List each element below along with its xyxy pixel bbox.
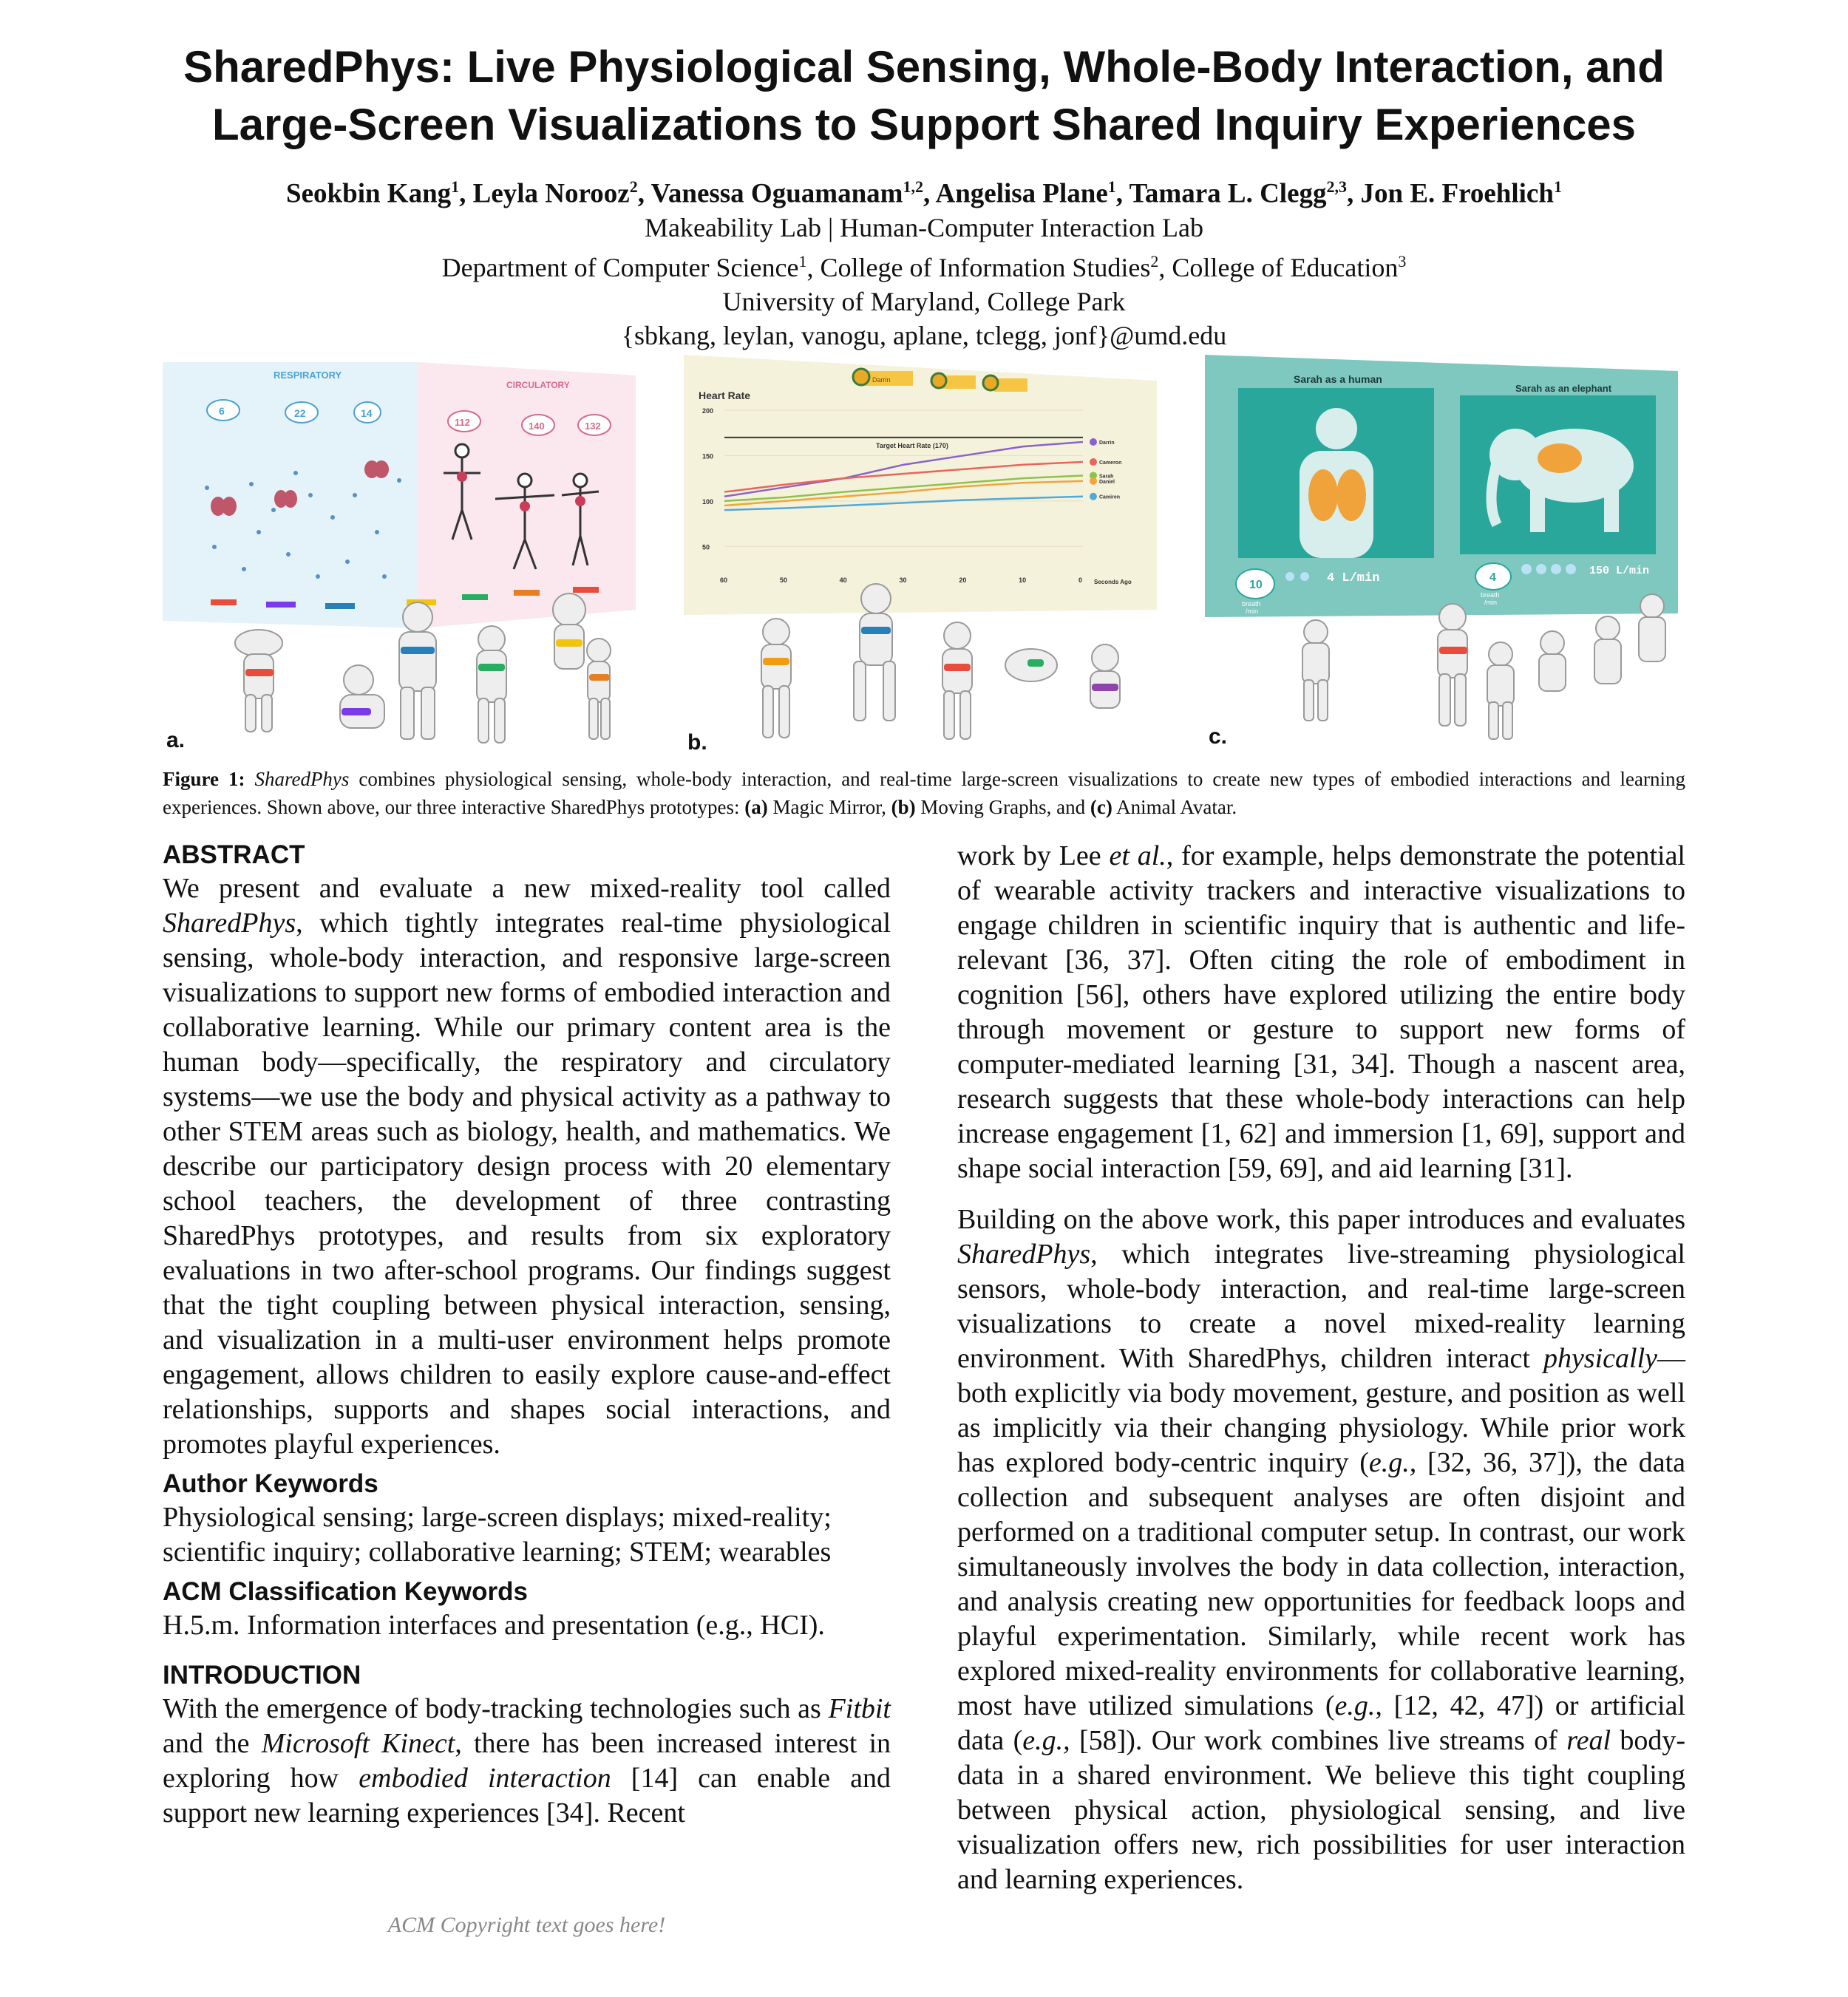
- abstract-text-part: , which tightly integrates real-time physiological sensing, whole-body interaction, and responsive large-screen visualizations to support new forms of embodied interaction and collaborative learning. While our primary content area is the human body—specifically, the respiratory and circulatory systems—we use the body and physical activity as a pathway to other STEM areas such as biology, health, and mathematics. We describe our participatory design process with 20 elementary school teachers, the development of three contrasting SharedPhys prototypes, and results from six exploratory evaluations in two after-school programs. Our findings suggest that the tight coupling between physical interaction, sensing, and visualization in a multi-user environment helps promote engagement, allows children to easily explore cause-and-effect relationships, supports and shapes social interactions, and promotes playful experiences.: [163, 908, 891, 1460]
- text-italic: e.g.,: [1022, 1725, 1070, 1756]
- caption-marker: (b): [891, 796, 916, 818]
- human-title: Sarah as a human: [1294, 373, 1382, 385]
- series-label: Sarah: [1099, 474, 1114, 480]
- figure-1: [163, 355, 1685, 754]
- author-name: Tamara L. Clegg: [1129, 178, 1327, 209]
- elephant-breath-rate: 4: [1489, 571, 1496, 584]
- introduction-text: [163, 1692, 891, 1831]
- figure-panel-a: [163, 355, 650, 754]
- x-tick-label: 0: [1078, 576, 1083, 584]
- abstract-heading: ABSTRACT: [163, 840, 305, 869]
- respiratory-title: RESPIRATORY: [274, 370, 342, 381]
- intro-text-part: , there has been increased interest in exploring how: [163, 1728, 891, 1794]
- graph-screen: [684, 355, 1157, 615]
- intro-text-part: [14] can enable and support new learning experiences [34]. Recent: [163, 1763, 891, 1828]
- author-aff: 1: [1553, 177, 1562, 196]
- text-italic: et al.: [1109, 840, 1166, 871]
- human-volume: 4 L/min: [1327, 571, 1380, 585]
- copyright-placeholder: ACM Copyright text goes here!: [387, 1913, 666, 1937]
- x-tick-label: 40: [839, 576, 847, 584]
- animal-avatar-illustration: [1205, 355, 1685, 754]
- caption-label: Figure 1:: [163, 768, 245, 790]
- series-label: Camiren: [1099, 494, 1121, 500]
- x-tick-label: 50: [779, 576, 787, 584]
- right-column: [957, 839, 1685, 1897]
- author-list: Seokbin Kang$^1$, Leyla Norooz$^2$, Vanessa Oguamanam$^{1,2}$, Angelisa Plane$^1$, Tamara L. Clegg$^{2,3}$, Jon E. Froehlich$^1$: [286, 177, 1562, 209]
- elephant-volume: 150 L/min: [1589, 565, 1650, 577]
- caption-marker: (c): [1090, 796, 1112, 818]
- intro-continued-paragraph: [957, 839, 1685, 1186]
- dept-edu: College of Education: [1172, 253, 1399, 283]
- children-silhouettes: [1302, 594, 1665, 739]
- series-label: Cameron: [1099, 460, 1122, 466]
- series-label: Darrin: [1099, 440, 1115, 446]
- author-aff: 1: [1107, 177, 1116, 196]
- panel-b-label: b.: [687, 730, 707, 755]
- author-name: Jon E. Froehlich: [1360, 178, 1554, 209]
- text-italic: SharedPhys: [957, 1239, 1091, 1270]
- breath-value: 14: [361, 407, 373, 419]
- breath-value: 22: [294, 407, 306, 419]
- text-italic: physically: [1543, 1343, 1657, 1374]
- figure-caption: [163, 765, 1685, 821]
- dept-cs: Department of Computer Science: [441, 253, 799, 283]
- y-tick-label: 150: [702, 452, 714, 460]
- text-part: [32, 36, 37]), the data collection and subsequent analyses are often disjoint and performed on a traditional computer setup. In contrast, our work simultaneously involves the body in data collection, interaction, and analysis creating new opportunities for feedback loops and playful experimentation. Similarly, while recent work has explored mixed-reality environments for collaborative learning, most have utilized simulations (: [957, 1447, 1685, 1721]
- intro-fitbit: Fitbit: [828, 1693, 891, 1724]
- panel-c-label: c.: [1209, 724, 1228, 749]
- caption-marker: (a): [744, 796, 768, 818]
- text-part: [12, 42, 47]) or artificial data (: [957, 1690, 1686, 1756]
- intro-text-part: With the emergence of body-tracking technologies such as: [163, 1693, 829, 1724]
- intro-kinect: Microsoft Kinect: [261, 1728, 455, 1759]
- caption-text: Moving Graphs, and: [915, 796, 1090, 818]
- text-part: work by Lee: [957, 840, 1110, 871]
- heart-value: 132: [585, 421, 601, 432]
- y-tick-label: 50: [702, 543, 710, 551]
- lab-name: Makeability Lab | Human-Computer Interaction Lab: [645, 213, 1203, 243]
- text-part: body-data in a shared environment. We believe this tight coupling between physical action, physiological sensing, and live visualization offers new, rich possibilities for user interaction and learning experiences.: [957, 1725, 1685, 1895]
- text-part: , for example, helps demonstrate the potential of wearable activity trackers and interactive visualizations to engage children in scientific inquiry that is authentic and life-relevant [36, 37]. Often citing the role of embodiment in cognition [56], others have explored utilizing the entire body through movement or gesture to support new forms of computer-mediated learning [31, 34]. Though a nascent area, research suggests that these whole-body interactions can help increase engagement [1, 62] and immersion [1, 69], support and shape social interaction [59, 69], and aid learning [31].: [957, 840, 1685, 1184]
- author-block: [111, 170, 1737, 353]
- panel-a-label: a.: [166, 728, 186, 752]
- text-part: [58]). Our work combines live streams of: [1070, 1725, 1567, 1756]
- series-avatar: [1090, 477, 1097, 485]
- heart-value: 140: [529, 421, 545, 432]
- sensor-band: [1439, 647, 1467, 654]
- breath-unit: breath: [1481, 591, 1500, 599]
- acm-keywords-text: H.5.m. Information interfaces and presentation (e.g., HCI).: [163, 1610, 825, 1641]
- author-name: Seokbin Kang: [286, 178, 452, 209]
- acm-keywords-heading: ACM Classification Keywords: [163, 1577, 528, 1606]
- dept-info: College of Information Studies: [820, 253, 1151, 283]
- x-tick-label: 60: [720, 576, 728, 584]
- human-breath-rate: 10: [1249, 579, 1263, 591]
- chart-title: Heart Rate: [699, 389, 751, 401]
- left-column: [163, 839, 891, 1831]
- x-axis-label: Seconds Ago: [1094, 579, 1132, 585]
- moving-graphs-illustration: [684, 355, 1172, 754]
- author-name: Angelisa Plane: [935, 178, 1108, 209]
- text-part: Building on the above work, this paper introduces and evaluates: [957, 1204, 1685, 1235]
- series-avatar: [1090, 493, 1097, 500]
- intro-text-part: and the: [163, 1728, 262, 1759]
- author-name: Vanessa Oguamanam: [650, 178, 903, 209]
- breath-unit: breath: [1242, 600, 1261, 608]
- intro-embodied: embodied interaction: [359, 1763, 611, 1794]
- breath-unit: /min: [1246, 608, 1259, 615]
- abstract-text: [163, 871, 891, 1462]
- abstract-brand: SharedPhys: [163, 908, 296, 939]
- figure-panel-c: [1205, 355, 1685, 754]
- x-tick-label: 20: [959, 576, 967, 584]
- circulatory-screen: [418, 362, 636, 628]
- series-label: Daniel: [1099, 479, 1115, 485]
- medal-label: Darrin: [872, 376, 891, 384]
- circulatory-title: CIRCULATORY: [506, 380, 570, 390]
- text-italic: e.g.,: [1334, 1690, 1382, 1721]
- breath-value: 6: [219, 405, 225, 417]
- introduction-heading: INTRODUCTION: [163, 1661, 361, 1690]
- caption-text: Animal Avatar.: [1112, 796, 1237, 818]
- author-aff: 2,3: [1326, 177, 1348, 196]
- x-tick-label: 10: [1019, 576, 1027, 584]
- x-tick-label: 30: [899, 576, 907, 584]
- paper-title: SharedPhys: Live Physiological Sensing, Whole-Body Interaction, and Large-Screen Visualizations to Support Shared Inquiry Experiences: [183, 42, 1665, 149]
- university: University of Maryland, College Park: [722, 287, 1126, 317]
- departments: Department of Computer Science$^1$, College of Information Studies$^2$, College of Education$^3$: [441, 252, 1407, 283]
- y-tick-label: 200: [702, 407, 714, 415]
- magic-mirror-illustration: [163, 355, 650, 754]
- caption-text: combines physiological sensing, whole-body interaction, and real-time large-screen visualizations to create new types of embodied interactions and learning experiences. Shown above, our three interactive SharedPhys prototypes:: [163, 768, 1686, 818]
- target-line-label: Target Heart Rate (170): [876, 441, 948, 449]
- sensor-bands: [763, 627, 1118, 691]
- author-name: Leyla Norooz: [472, 178, 630, 209]
- text-italic: real: [1566, 1725, 1611, 1756]
- figure-panel-b: [684, 355, 1172, 754]
- author-aff: 2: [629, 177, 638, 196]
- series-avatar: [1090, 458, 1097, 466]
- text-italic: e.g.,: [1368, 1447, 1417, 1478]
- caption-text: Magic Mirror,: [767, 796, 891, 818]
- text-part: —both explicitly via body movement, gesture, and position as well as implicitly via their changing physiology. While prior work has explored body-centric inquiry (: [957, 1343, 1685, 1478]
- author-keywords-text: Physiological sensing; large-screen displays; mixed-reality; scientific inquiry; collaborative learning; STEM; wearables: [163, 1502, 832, 1568]
- breath-unit: /min: [1484, 599, 1498, 606]
- emails: {sbkang, leylan, vanogu, aplane, tclegg, jonf}@umd.edu: [621, 321, 1227, 351]
- text-part: , which integrates live-streaming physiological sensors, whole-body interaction, and real-time large-screen visualizations to create a novel mixed-reality learning environment. With SharedPhys, children interact: [957, 1239, 1685, 1374]
- elephant-title: Sarah as an elephant: [1515, 383, 1612, 394]
- y-tick-label: 100: [702, 497, 714, 506]
- author-keywords-heading: Author Keywords: [163, 1469, 378, 1498]
- abstract-text-part: We present and evaluate a new mixed-reality tool called: [163, 873, 891, 904]
- intro-sharedphys-paragraph: [957, 1202, 1685, 1897]
- author-aff: 1: [451, 177, 460, 196]
- series-avatar: [1090, 438, 1097, 446]
- author-aff: 1,2: [903, 177, 923, 196]
- caption-brand: SharedPhys: [254, 768, 350, 790]
- heart-value: 112: [455, 417, 470, 428]
